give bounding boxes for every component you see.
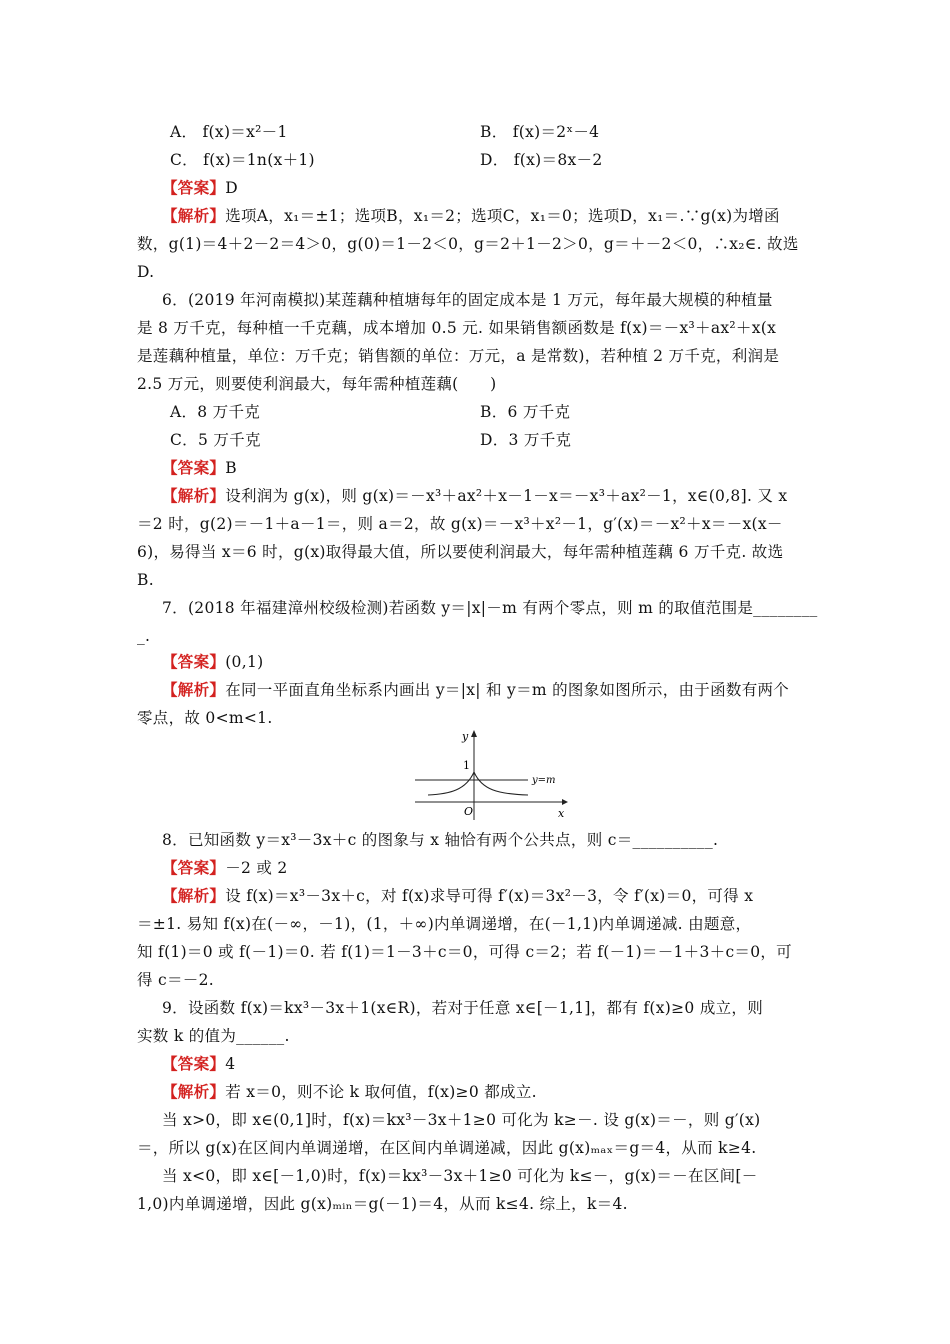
- q6-analysis-line-4: B.: [137, 571, 154, 589]
- q5-option-a: A． f(x)＝x²－1: [170, 123, 288, 141]
- q7-analysis-line-2: 零点，故 0<m<1.: [137, 709, 273, 727]
- q8-analysis-line-2: ＝±1. 易知 f(x)在(－∞，－1)，(1，＋∞)内单调递增，在(－1,1)内单调递减. 由题意，: [137, 915, 752, 933]
- analysis-tag: 【解析】: [162, 207, 226, 225]
- q6-analysis-text-1: 设利润为 g(x)，则 g(x)＝－x³＋ax²＋x－1－x＝－x³＋ax²－1，x∈(0,8]. 又 x: [225, 487, 788, 505]
- q7-graph-figure: [410, 728, 570, 824]
- x-axis-arrow-icon: [562, 799, 568, 805]
- q5-analysis-text-1: 选项A，x₁＝±1；选项B，x₁＝2；选项C，x₁＝0；选项D，x₁＝.∵g(x)为增函: [225, 207, 780, 225]
- q9-analysis-line-1: [162, 1082, 537, 1102]
- q5-option-b: B． f(x)＝2ˣ－4: [480, 123, 600, 141]
- q8-answer-value: －2 或 2: [225, 859, 288, 877]
- q9-paragraph-3-line-1: 当 x<0，即 x∈[－1,0)时，f(x)＝kx³－3x＋1≥0 可化为 k≤－，g(x)＝－在区间[－: [162, 1167, 758, 1185]
- q6-stem-line-4: 2.5 万元，则要使利润最大，每年需种植莲藕( ): [137, 375, 497, 393]
- answer-tag: 【答案】: [162, 459, 226, 477]
- q6-stem-line-3: 是莲藕种植量，单位：万千克；销售额的单位：万元，a 是常数)，若种植 2 万千克，利润是: [137, 347, 780, 365]
- q6-option-c: C．5 万千克: [170, 431, 261, 449]
- q5-analysis-line-3: D.: [137, 263, 155, 281]
- y-axis-label: y: [462, 730, 469, 743]
- answer-tag: 【答案】: [162, 1055, 226, 1073]
- answer-tag: 【答案】: [162, 179, 226, 197]
- q6-answer-value: B: [225, 459, 237, 477]
- q5-answer-value: D: [225, 179, 238, 197]
- q9-stem-line-1: 9．设函数 f(x)＝kx³－3x＋1(x∈R)，若对于任意 x∈[－1,1]，都有 f(x)≥0 成立，则: [162, 999, 764, 1017]
- q6-option-b: B．6 万千克: [480, 403, 571, 421]
- q6-answer: [162, 458, 237, 478]
- q7-analysis-text-1: 在同一平面直角坐标系内画出 y＝|x| 和 y＝m 的图象如图所示，由于函数有两个: [225, 681, 790, 699]
- tick-one-label: 1: [463, 759, 470, 772]
- q6-option-a: A．8 万千克: [170, 403, 261, 421]
- y-axis-arrow-icon: [471, 730, 477, 737]
- q7-answer: [162, 652, 263, 672]
- q6-analysis-line-2: ＝2 时，g(2)＝－1＋a－1＝，则 a＝2，故 g(x)＝－x³＋x²－1，g′(x)＝－x²＋x＝－x(x－: [137, 515, 783, 533]
- answer-tag: 【答案】: [162, 653, 226, 671]
- line-y-m-label: y=m: [532, 775, 556, 786]
- analysis-tag: 【解析】: [162, 487, 226, 505]
- q6-option-d: D．3 万千克: [480, 431, 572, 449]
- q9-stem-line-2: 实数 k 的值为______.: [137, 1027, 290, 1045]
- q9-paragraph-2-line-1: 当 x>0，即 x∈(0,1]时，f(x)＝kx³－3x＋1≥0 可化为 k≥－. 设 g(x)＝－，则 g′(x): [162, 1111, 761, 1129]
- q5-analysis-line-1: [162, 206, 780, 226]
- q8-analysis-line-3: 知 f(1)＝0 或 f(－1)＝0. 若 f(1)＝1－3＋c＝0，可得 c＝2；若 f(－1)＝－1＋3＋c＝0，可: [137, 943, 792, 961]
- curve-y-abs-x: [428, 772, 528, 795]
- analysis-tag: 【解析】: [162, 681, 226, 699]
- q8-analysis-line-1: [162, 886, 753, 906]
- analysis-tag: 【解析】: [162, 1083, 226, 1101]
- origin-label: O: [464, 805, 474, 818]
- q6-analysis-line-3: 6)，易得当 x＝6 时，g(x)取得最大值，所以要使利润最大，每年需种植莲藕 6 万千克. 故选: [137, 543, 784, 561]
- q6-stem-line-1: 6．(2019 年河南模拟)某莲藕种植塘每年的固定成本是 1 万元，每年最大规模的种植量: [162, 291, 773, 309]
- q6-analysis-line-1: [162, 486, 787, 506]
- q8-analysis-text-1: 设 f(x)＝x³－3x＋c，对 f(x)求导可得 f′(x)＝3x²－3，令 f′(x)＝0，可得 x: [225, 887, 754, 905]
- q9-analysis-text-1: 若 x＝0，则不论 k 取何值，f(x)≥0 都成立.: [225, 1083, 537, 1101]
- q8-stem: 8．已知函数 y＝x³－3x＋c 的图象与 x 轴恰有两个公共点，则 c＝__________.: [162, 831, 719, 849]
- q5-answer: [162, 178, 238, 198]
- x-axis-label: x: [558, 807, 565, 820]
- q7-answer-value: (0,1): [225, 653, 264, 671]
- q9-paragraph-2-line-2: ＝，所以 g(x)在区间内单调递增，在区间内单调递减，因此 g(x)ₘₐₓ＝g＝4，从而 k≥4.: [137, 1139, 757, 1157]
- analysis-tag: 【解析】: [162, 887, 226, 905]
- q9-answer: [162, 1054, 235, 1074]
- q7-stem-line-2: _.: [137, 627, 151, 645]
- q9-answer-value: 4: [225, 1055, 236, 1073]
- q7-stem-line-1: 7．(2018 年福建漳州校级检测)若函数 y＝|x|－m 有两个零点，则 m 的取值范围是________: [162, 599, 818, 617]
- q9-paragraph-3-line-2: 1,0)内单调递增，因此 g(x)ₘᵢₙ＝g(－1)＝4，从而 k≤4. 综上，k＝4.: [137, 1195, 628, 1213]
- q5-option-c: C． f(x)＝1n(x＋1): [170, 151, 315, 169]
- q5-option-d: D． f(x)＝8x－2: [480, 151, 603, 169]
- q8-analysis-line-4: 得 c＝－2.: [137, 971, 214, 989]
- answer-tag: 【答案】: [162, 859, 226, 877]
- q6-stem-line-2: 是 8 万千克，每种植一千克藕，成本增加 0.5 元. 如果销售额函数是 f(x)＝－x³＋ax²＋x(x: [137, 319, 777, 337]
- q5-analysis-line-2: 数，g(1)＝4＋2－2＝4＞0，g(0)＝1－2＜0，g＝2＋1－2＞0，g＝＋－2＜0，∴x₂∈. 故选: [137, 235, 799, 253]
- q7-analysis-line-1: [162, 680, 789, 700]
- q8-answer: [162, 858, 288, 878]
